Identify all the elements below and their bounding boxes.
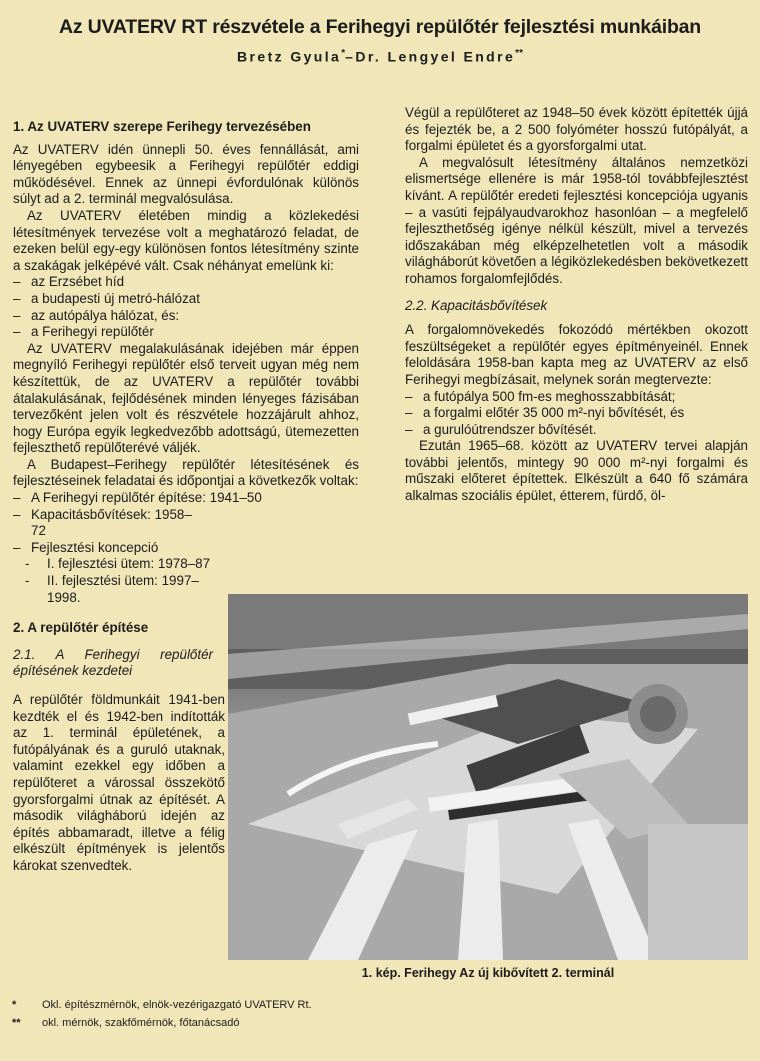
author-1-mark: * bbox=[341, 48, 346, 59]
list-item: – a futópálya 500 fm-es meghosszabbítását; bbox=[405, 388, 676, 404]
paragraph: A repülőtér földmunkáit 1941-ben kezdték el és 1942-ben indították az 1. terminál épületének, a futópályának és a guruló utaknak, valamint ezekkel egy időben a repülőteret a várossal összekötő gyorsforgalmi útnak az építését. A második világháború idején az építés abbamaradt, illetve a félig elkészült építmények is jelentős károkat szenvedtek. bbox=[13, 692, 225, 873]
section-2-1-heading: 2.1. A Ferihegyi repülőtér építésének kezdetei bbox=[13, 646, 213, 679]
list-item: – A Ferihegyi repülőtér építése: 1941–50 bbox=[13, 490, 262, 506]
list-item: – a budapesti új metró-hálózat bbox=[13, 290, 200, 306]
paragraph: Az UVATERV életében mindig a közlekedési létesítmények tervezése volt a meghatározó feladat, de ezeken belül egy-egy különösen fontos létesítmény szinte a szakágak jelképévé vált. Csak néhányat emelünk ki: bbox=[13, 207, 359, 273]
footnote: * Okl. építészmérnök, elnök-vezérigazgató UVATERV Rt. bbox=[12, 999, 312, 1011]
author-2: –Dr. Lengyel Endre bbox=[345, 48, 516, 65]
paragraph: A megvalósult létesítmény általános nemzetközi elismertsége ellenére is már 1958-tól továbbfejlesztést kívánt. A repülőtér eredeti fejlesztési koncepciója ugyanis – a vasúti fejpályaudvarokhoz hasonlóan – a megfelelő fejleszthetőség igénye nélkül készült, mivel a tervezés időszakában még elképzelhetetlen volt a második világháborút követően a légiközlekedésben bekövetkezett rohamos forgalomfejlődés. bbox=[405, 154, 748, 286]
paragraph: Az UVATERV megalakulásának idejében már éppen megnyíló Ferihegyi repülőtér első terveit ugyan még nem készítettük, de az UVATERV a repülőtér további átalakulásának, fejlődésének minden lényeges fázisában tervezőként jelen volt és részvétele hozzájárult ahhoz, hogy Európa egyik legkedvezőbb adottságú, ütemezetten fejleszthető repülőterévé váljék. bbox=[13, 340, 359, 456]
section-1-heading: 1. Az UVATERV szerepe Ferihegy tervezésében bbox=[13, 119, 311, 134]
list-item: – az autópálya hálózat, és: bbox=[13, 307, 180, 323]
list-item: – a Ferihegyi repülőtér bbox=[13, 324, 154, 340]
paragraph: Ezután 1965–68. között az UVATERV tervei alapján további jelentős, mintegy 90 000 m²-nyi forgalmi és műszaki előteret építettek. Elkészült a 640 fő számára alkalmas szociális épület, étterem, fürdő, öl- bbox=[405, 438, 748, 504]
right-column bbox=[405, 105, 748, 505]
airport-terminal-photo bbox=[228, 594, 748, 960]
photo-caption: 1. kép. Ferihegy Az új kibővített 2. terminál bbox=[361, 966, 615, 980]
paragraph: Az UVATERV idén ünnepli 50. éves fennállását, ami lényegében egybeesik a Ferihegyi repülőtér eddigi működésével. Ennek az ünnepi évfordulónak különös súlyt ad a 2. terminál megvalósulása. bbox=[13, 141, 359, 207]
paragraph: Végül a repülőteret az 1948–50 évek között építették újjá és fejezték be, a 2 500 folyóméter hosszú futópályát, a forgalmi épületet és a gyorsforgalmi utat. bbox=[405, 105, 748, 154]
list-item: – a forgalmi előtér 35 000 m²-nyi bővítését, és bbox=[405, 405, 685, 421]
section-2-heading: 2. A repülőtér építése bbox=[13, 620, 149, 636]
section-2-2-heading: 2.2. Kapacitásbővítések bbox=[405, 297, 548, 313]
paragraph: A forgalomnövekedés fokozódó mértékben okozott feszültségeket a repülőtér egyes építményeinél. Ennek feloldására 1958-ban kapta meg az UVATERV az első Ferihegyi megbízásait, melynek során megtervezte: bbox=[405, 322, 748, 387]
article-title: Az UVATERV RT részvétele a Ferihegyi repülőtér fejlesztési munkáiban bbox=[58, 16, 702, 38]
author-1: Bretz Gyula bbox=[237, 48, 342, 65]
footnote: ** okl. mérnök, szakfőmérnök, főtanácsadó bbox=[12, 1017, 240, 1029]
list-item: – Fejlesztési koncepció bbox=[13, 539, 159, 555]
sub-list-item: - I. fejlesztési ütem: 1978–87 bbox=[25, 556, 211, 572]
list-item: – a gurulóútrendszer bővítését. bbox=[405, 421, 597, 437]
authors bbox=[0, 48, 760, 65]
footnotes bbox=[12, 996, 312, 1032]
sub-list-item: - II. fejlesztési ütem: 1997–1998. bbox=[25, 573, 199, 605]
paragraph: A Budapest–Ferihegy repülőtér létesítésének és fejlesztéseinek feladatai és időpontjai a következők voltak: bbox=[13, 456, 359, 489]
author-2-mark: ** bbox=[515, 48, 523, 59]
list-item: – az Erzsébet híd bbox=[13, 274, 125, 290]
list-item: – Kapacitásbővítések: 1958–72 bbox=[13, 506, 192, 539]
